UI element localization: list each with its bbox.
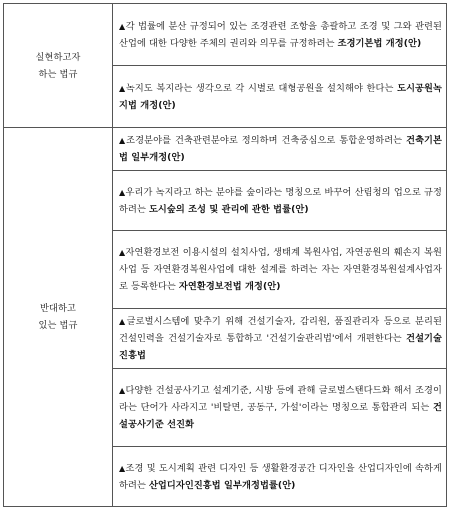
- triangle-bullet-icon: ▲: [119, 21, 126, 31]
- law-item: [113, 128, 447, 171]
- law-item: [113, 66, 447, 128]
- law-name: 건축기본법 일부개정(안): [119, 135, 442, 163]
- category-cell-desired: [4, 4, 113, 128]
- law-name: 산업디자인진흥법 일부개정법률(안): [148, 479, 296, 491]
- category-label-line: 있는 법규: [38, 320, 78, 331]
- category-label-line: 하는 법규: [38, 68, 78, 80]
- law-name: 건설공사기준 선진화: [119, 402, 442, 430]
- law-item-text: 글로벌시스템에 맞추기 위해 건설기술자, 감리원, 품질관리자 등으로 분리된 건설인력을 건설기술자로 통합하고 '건설기술관리법'에서 개편한다는: [119, 316, 442, 344]
- triangle-bullet-icon: ▲: [119, 317, 127, 326]
- law-name: 자연환경보전법 개정(안): [178, 281, 281, 292]
- triangle-bullet-icon: ▲: [119, 386, 126, 395]
- triangle-bullet-icon: ▲: [119, 187, 126, 197]
- triangle-bullet-icon: ▲: [119, 248, 126, 257]
- law-item: [113, 309, 447, 369]
- category-cell-opposed: [4, 128, 113, 507]
- law-name: 조경기본법 개정(안): [337, 37, 422, 49]
- law-item-text: 자연환경보전 이용시설의 설치사업, 생태계 복원사업, 자연공원의 훼손지 복원사업 등 자연환경복원사업에 대한 설계를 하려는 자는 자연환경복원설계사업자로 등록한다는: [119, 247, 442, 292]
- law-item-text: 조경 및 도시계획 관련 디자인 등 생활환경공간 디자인을 산업디자인에 속하게 하려는: [119, 462, 442, 491]
- law-item: [113, 171, 447, 231]
- law-item: [113, 4, 447, 66]
- triangle-bullet-icon: ▲: [119, 463, 126, 473]
- law-item-text: 조경분야를 건축관련분야로 정의하며 건축중심으로 통합운영하려는: [126, 135, 407, 146]
- category-label-line: 반대하고: [40, 303, 76, 314]
- law-name: 도시공원녹지법 개정(안): [119, 82, 442, 111]
- law-item-text: 우리가 녹지라고 하는 분야를 숲이라는 명칭으로 바꾸어 산림청의 업으로 규정하려는: [119, 186, 442, 215]
- law-item: [113, 369, 447, 447]
- law-name: 도시숲의 조성 및 관리에 관한 법률(안): [148, 203, 309, 215]
- triangle-bullet-icon: ▲: [119, 136, 127, 145]
- category-label-line: 실현하고자: [35, 51, 81, 63]
- law-name: 건설기술진흥법: [119, 333, 442, 361]
- table-row: [4, 4, 447, 66]
- law-item-text: 녹지도 복지라는 생각으로 각 시별로 대형공원을 설치해야 한다는: [125, 82, 398, 94]
- law-item: [113, 231, 447, 309]
- law-item-text: 다양한 건설공사기고 설계기준, 시방 등에 관해 글로벌스탠다드화 해서 조경이라는 단어가 사라지고 '비탈면, 공동구, 가설'이라는 명칭으로 통합관리 되는: [119, 385, 442, 413]
- triangle-bullet-icon: ▲: [119, 83, 126, 93]
- law-item-text: 각 법률에 분산 규정되어 있는 조경관련 조항을 총괄하고 조경 및 그와 관련된 산업에 대한 다양한 주체의 권리와 의무를 규정하려는: [119, 20, 442, 49]
- law-table: [3, 3, 447, 507]
- table-row: [4, 128, 447, 171]
- law-item: [113, 447, 447, 507]
